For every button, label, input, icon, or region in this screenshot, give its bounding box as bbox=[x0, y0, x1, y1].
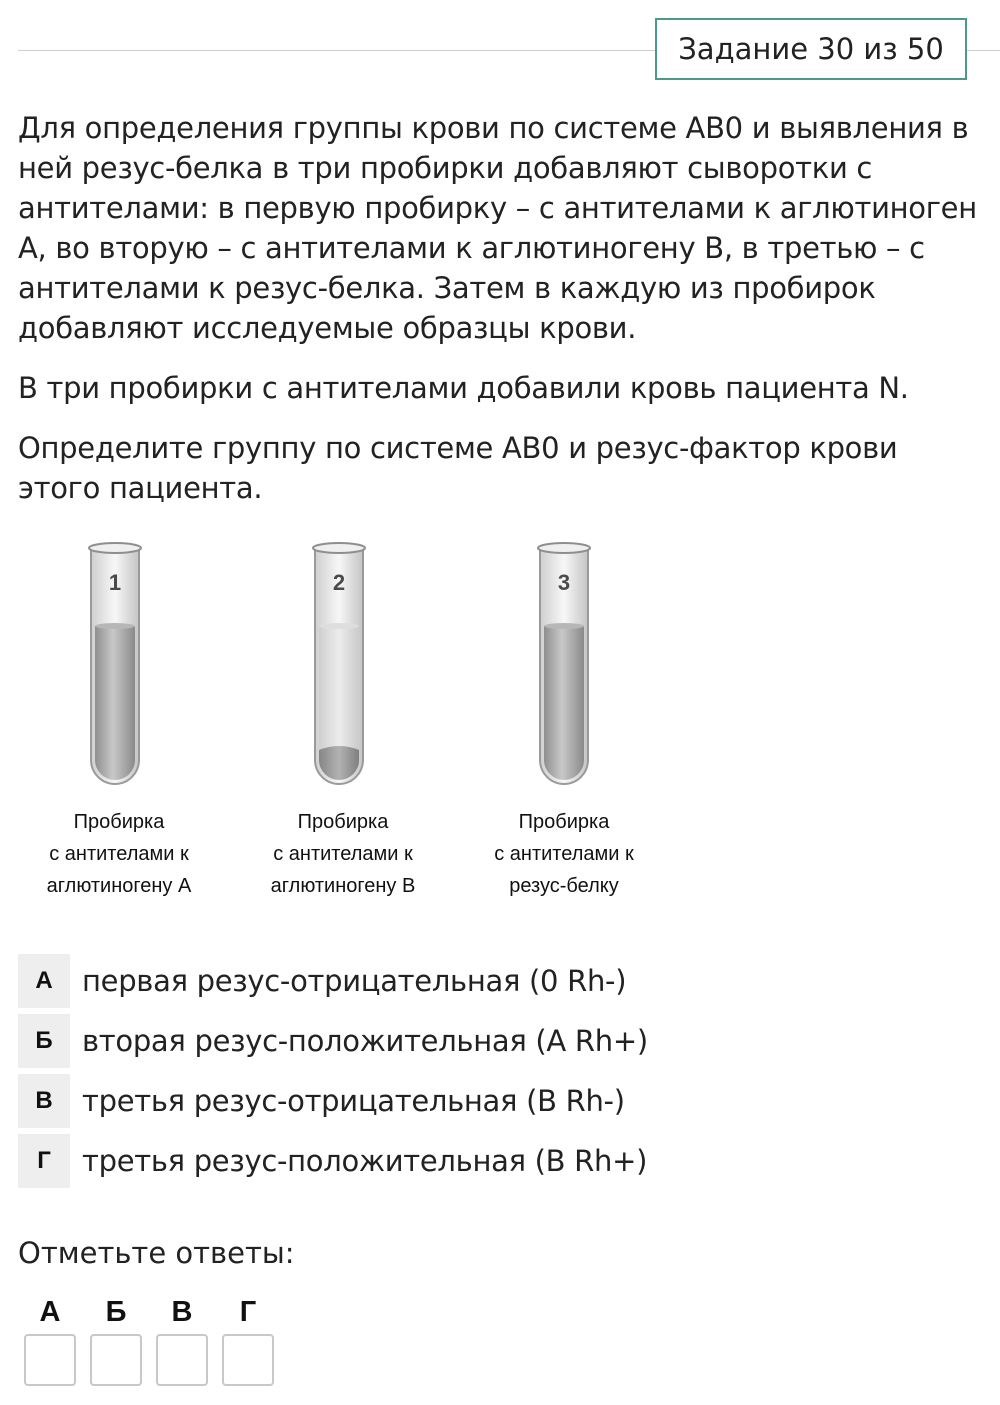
answer-option-g bbox=[18, 1134, 718, 1188]
option-text: вторая резус-положительная (А Rh+) bbox=[82, 1024, 648, 1058]
answer-checkbox-b[interactable] bbox=[90, 1334, 142, 1386]
question-paragraph: В три пробирки с антителами добавили кровь пациента N. bbox=[18, 371, 909, 405]
answer-checkbox-g[interactable] bbox=[222, 1334, 274, 1386]
answer-letter: А bbox=[39, 1296, 61, 1328]
answer-option-b bbox=[18, 1014, 718, 1068]
answer-checkbox-v[interactable] bbox=[156, 1334, 208, 1386]
tube-number: 2 bbox=[332, 570, 346, 595]
tube-caption-line: резус-белку bbox=[509, 875, 619, 897]
test-tube-icon bbox=[504, 538, 624, 798]
answer-prompt: Отметьте ответы: bbox=[18, 1236, 295, 1270]
option-text: третья резус-положительная (В Rh+) bbox=[82, 1144, 648, 1178]
answer-letter: В bbox=[171, 1296, 193, 1328]
tube-caption-line: Пробирка bbox=[73, 811, 165, 833]
option-letter: Г bbox=[18, 1134, 70, 1188]
answer-column-g bbox=[222, 1296, 288, 1386]
task-counter: Задание 30 из 50 bbox=[655, 18, 967, 80]
answer-form bbox=[24, 1296, 288, 1386]
answer-option-a bbox=[18, 954, 718, 1008]
question-paragraph: Определите группу по системе АВ0 и резус-фактор крови этого пациента. bbox=[18, 431, 898, 505]
answer-column-a bbox=[24, 1296, 90, 1386]
tube-caption-line: с антителами к bbox=[494, 843, 634, 865]
test-tube-icon bbox=[55, 538, 175, 798]
option-letter: В bbox=[18, 1074, 70, 1128]
option-letter: А bbox=[18, 954, 70, 1008]
option-text: первая резус-отрицательная (0 Rh-) bbox=[82, 964, 627, 998]
tube-caption-line: Пробирка bbox=[297, 811, 389, 833]
answer-checkbox-a[interactable] bbox=[24, 1334, 76, 1386]
answer-column-b bbox=[90, 1296, 156, 1386]
answer-option-v bbox=[18, 1074, 718, 1128]
test-tube-1 bbox=[55, 538, 175, 798]
tube-caption-line: с антителами к bbox=[273, 843, 413, 865]
test-tube-icon bbox=[279, 538, 399, 798]
tube-caption-line: с антителами к bbox=[49, 843, 189, 865]
option-text: третья резус-отрицательная (В Rh-) bbox=[82, 1084, 625, 1118]
tube-caption-line: Пробирка bbox=[518, 811, 610, 833]
tube-caption-line: аглютиногену В bbox=[270, 875, 416, 897]
tube-caption-line: аглютиногену А bbox=[46, 875, 192, 897]
question-text bbox=[18, 108, 983, 528]
tube-caption-3 bbox=[464, 806, 664, 902]
option-letter: Б bbox=[18, 1014, 70, 1068]
test-tubes-figure bbox=[0, 538, 700, 908]
tube-number: 3 bbox=[557, 570, 571, 595]
answer-options bbox=[18, 954, 718, 1194]
tube-caption-1 bbox=[19, 806, 219, 902]
answer-letter: Б bbox=[105, 1296, 127, 1328]
tube-caption-2 bbox=[243, 806, 443, 902]
test-tube-3 bbox=[504, 538, 624, 798]
answer-letter: Г bbox=[239, 1296, 257, 1328]
answer-column-v bbox=[156, 1296, 222, 1386]
tube-number: 1 bbox=[108, 570, 122, 595]
test-tube-2 bbox=[279, 538, 399, 798]
question-paragraph: Для определения группы крови по системе АВ0 и выявления в ней резус-белка в три пробирки добавляют сыворотки с антителами: в первую пробирку – с антителами к аглютиноген А, во вторую – с антителами к аглютиногену В, в третью – с антителами к резус-белка. Затем в каждую из пробирок добавляют исследуемые образцы крови. bbox=[18, 111, 977, 345]
